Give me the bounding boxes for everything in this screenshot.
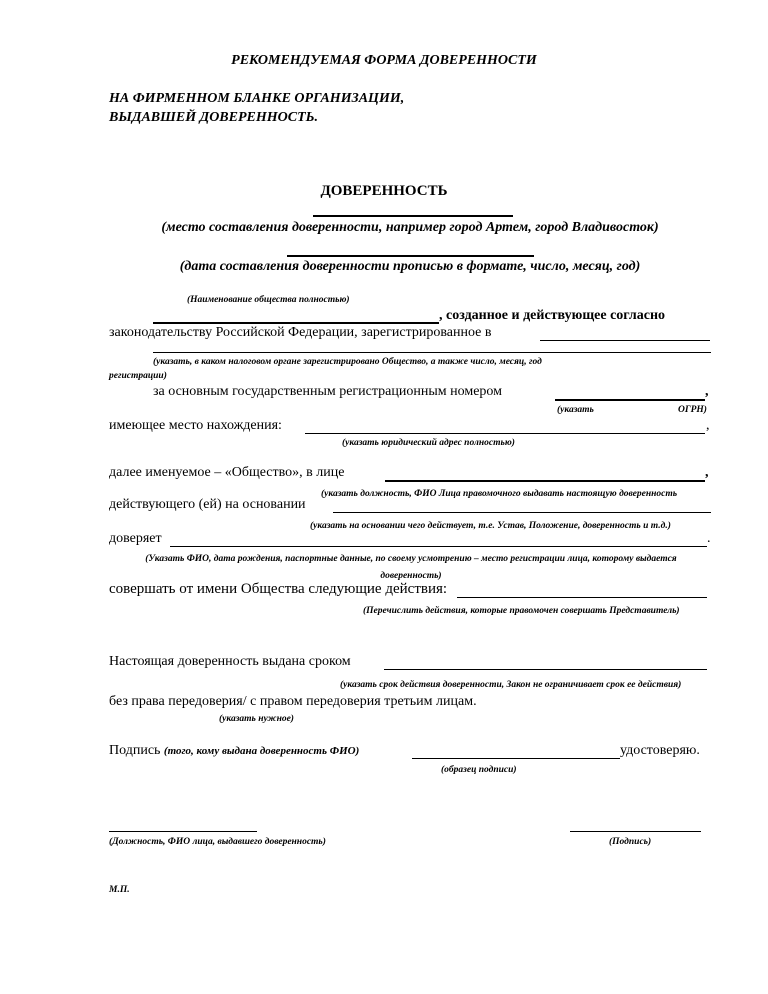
registered-in-line xyxy=(540,340,710,341)
trustee-line xyxy=(170,546,707,547)
certify-text: удостоверяю. xyxy=(620,743,700,758)
actions-line xyxy=(457,597,707,598)
trustee-hint-line-1: (Указать ФИО, дата рождения, паспортные данные, по своему усмотрению – место регистрации лица, которому выдается xyxy=(145,554,677,564)
letterhead-line-2: ВЫДАВШЕЙ ДОВЕРЕННОСТЬ. xyxy=(109,110,319,125)
address-comma: , xyxy=(706,418,710,433)
tax-authority-line xyxy=(153,352,711,353)
basis-hint: (указать на основании чего действует, т.е. Устав, Положение, доверенность и т.д.) xyxy=(310,521,671,531)
date-line xyxy=(287,255,534,257)
form-title: РЕКОМЕНДУЕМАЯ ФОРМА ДОВЕРЕННОСТИ xyxy=(231,53,537,68)
ogrn-text: за основным государственным регистрационным номером xyxy=(153,384,503,399)
trustee-dot: . xyxy=(707,531,711,546)
person-hint: (указать должность, ФИО Лица правомочного выдавать настоящую доверенность xyxy=(321,489,678,499)
address-text: имеющее место нахождения: xyxy=(109,418,282,433)
date-hint: (дата составления доверенности прописью в формате, число, месяц, год) xyxy=(179,259,641,274)
seal-mark: М.П. xyxy=(109,885,130,895)
actions-hint: (Перечислить действия, которые правомочен совершать Представитель) xyxy=(363,606,680,616)
basis-line xyxy=(333,512,711,513)
issuer-hint: (Должность, ФИО лица, выдавшего доверенность) xyxy=(109,837,326,847)
sign-line xyxy=(570,831,701,832)
org-name-line xyxy=(153,322,439,324)
signature-label: Подпись (того, кому выдана доверенность ФИО) xyxy=(109,743,360,758)
term-hint: (указать срок действия доверенности, Закон не ограничивает срок ее действия) xyxy=(340,680,682,690)
ogrn-line xyxy=(555,399,705,401)
created-text: , созданное и действующее согласно xyxy=(439,308,666,323)
substitution-hint: (указать нужное) xyxy=(219,714,294,724)
letterhead-line-1: НА ФИРМЕННОМ БЛАНКЕ ОРГАНИЗАЦИИ, xyxy=(109,91,405,106)
sign-hint: (Подпись) xyxy=(609,837,652,847)
legislation-text: законодательству Российской Федерации, зарегистрированное в xyxy=(109,325,492,340)
address-hint: (указать юридический адрес полностью) xyxy=(342,438,515,448)
sample-hint: (образец подписи) xyxy=(441,765,517,775)
place-hint: (место составления доверенности, например город Артем, город Владивосток) xyxy=(161,220,659,235)
address-line xyxy=(305,433,705,434)
tax-hint-line-2: регистрации) xyxy=(109,371,167,381)
society-text: далее именуемое – «Общество», в лице xyxy=(109,465,345,480)
signature-line xyxy=(412,758,620,759)
place-line xyxy=(313,215,513,217)
trusts-text: доверяет xyxy=(109,531,162,546)
term-line xyxy=(384,669,707,670)
ogrn-hint-right: ОГРН) xyxy=(678,405,707,415)
person-comma: , xyxy=(705,465,709,480)
person-line xyxy=(385,480,705,482)
term-text: Настоящая доверенность выдана сроком xyxy=(109,654,351,669)
org-name-hint: (Наименование общества полностью) xyxy=(187,295,350,305)
actions-text: совершать от имени Общества следующие действия: xyxy=(109,581,448,597)
signature-whom: (того, кому выдана доверенность ФИО) xyxy=(163,745,360,757)
ogrn-comma: , xyxy=(705,384,709,399)
issuer-line xyxy=(109,831,257,832)
tax-hint-line-1: (указать, в каком налоговом органе зарегистрировано Общество, а также число, месяц, год xyxy=(153,357,542,367)
substitution-text: без права передоверия/ с правом передоверия третьим лицам. xyxy=(109,694,477,709)
document-heading: ДОВЕРЕННОСТЬ xyxy=(320,183,448,199)
ogrn-hint-left: (указать xyxy=(557,405,594,415)
trustee-hint-line-2: доверенность) xyxy=(380,571,442,581)
basis-text: действующего (ей) на основании xyxy=(109,497,306,512)
